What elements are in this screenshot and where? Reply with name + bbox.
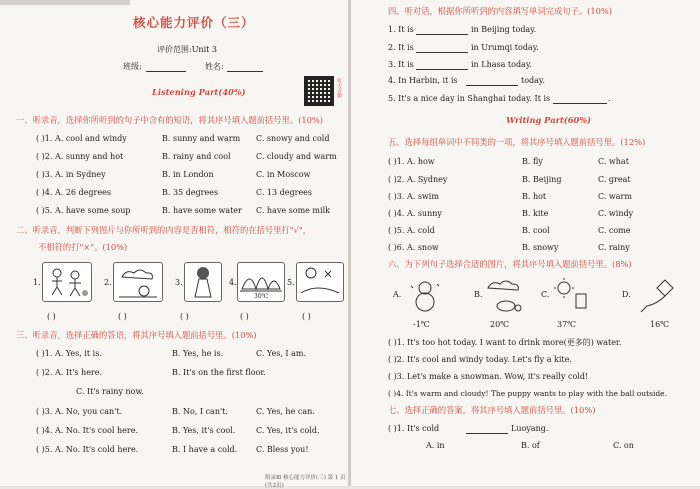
s4-q3-pre: 3. It is — [388, 60, 414, 69]
s1-q5-c: C. have some milk — [256, 206, 330, 215]
s7-q1-post: Luoyang. — [511, 424, 549, 433]
picture-a — [405, 278, 445, 314]
class-label: 班级: — [123, 62, 142, 71]
s3-q4-c: C. Yes, it's cold. — [256, 426, 320, 435]
s2-num-5: 5. — [287, 278, 295, 287]
s2-num-3: 3. — [175, 278, 183, 287]
s1-q3-c: C. in Moscow — [256, 170, 311, 179]
s5-q6-b: B. snowy — [522, 243, 559, 252]
name-label: 姓名: — [205, 62, 224, 71]
s1-q2-c: C. cloudy and warm — [256, 152, 337, 161]
s4-q5-post: . — [608, 94, 611, 103]
snow-scene-icon — [297, 263, 343, 301]
s7-option-b: B. of — [521, 441, 540, 450]
picture-d — [635, 276, 681, 316]
s5-q1-b: B. fly — [522, 157, 543, 166]
s4-q5-pre: 5. It's a nice day in Shanghai today. It is — [388, 94, 551, 103]
s5-q6-c: C. rainy — [598, 243, 630, 252]
kids-playing-icon — [43, 263, 91, 301]
name-field[interactable] — [227, 63, 263, 72]
picture-2 — [113, 262, 163, 302]
section-5-heading: 五、选择每组单词中不同类的一项，将其序号填入题前括号里。(12%) — [388, 137, 646, 147]
s3-q2-c: C. It's rainy now. — [76, 387, 144, 396]
s2-num-1: 1. — [33, 278, 41, 287]
s5-q3-a: ( )3. A. swim — [388, 192, 439, 201]
temp-a: -1℃ — [413, 320, 430, 329]
s6-q1: ( )1. It's too hot today. I want to drink more(更多的) water. — [388, 338, 622, 347]
s5-q3-b: B. hot — [522, 192, 547, 201]
s5-q6-a: ( )6. A. snow — [388, 243, 439, 252]
section-4-heading: 四、听对话，根据你所听到的内容填写单词完成句子。(10%) — [388, 6, 613, 16]
s3-q2-b: B. It's on the first floor. — [172, 368, 266, 377]
s2-answer-3[interactable]: ( ) — [180, 312, 189, 321]
section-7-heading: 七、选择正确的答案，将其序号填入题前括号里。(10%) — [388, 405, 596, 415]
writing-part-heading: Writing Part(60%) — [506, 115, 592, 125]
picture-c — [552, 276, 592, 316]
picture-5 — [296, 262, 344, 302]
s3-q3-a: ( )3. A. No, you can't. — [36, 407, 123, 416]
s7-option-a: A. in — [426, 441, 445, 450]
dog-and-cloud-icon — [482, 276, 528, 316]
evaluation-scope: 评价范围:Unit 3 — [157, 45, 217, 54]
s5-q2-c: C. great — [598, 175, 631, 184]
s1-q1-c: C. snowy and cold — [256, 134, 330, 143]
s4-q1-post: in Beijing today. — [471, 25, 537, 34]
s4-q3-blank[interactable] — [416, 61, 468, 70]
s3-q1-a: ( )1. A. Yes, it is. — [36, 349, 102, 358]
s1-q1-b: B. sunny and warm — [162, 134, 241, 143]
s1-q2-a: ( )2. A. sunny and hot — [36, 152, 124, 161]
section-6-heading: 六、为下列句子选择合适的图片，将其序号填入题前括号里。(8%) — [388, 259, 632, 269]
s3-q3-b: B. No, I can't. — [172, 407, 228, 416]
s1-q5-a: ( )5. A. have some soup — [36, 206, 131, 215]
picture-4-temperature: 30℃ — [254, 293, 269, 300]
weather-scene-icon — [114, 263, 162, 301]
s3-q1-c: C. Yes, I am. — [256, 349, 307, 358]
girl-icon — [185, 263, 221, 301]
s4-q4-blank[interactable] — [466, 77, 518, 86]
s5-q4-b: B. kite — [522, 209, 549, 218]
section-3-heading: 三、听录音，选择正确的答语，将其序号填入题前括号里。(10%) — [16, 330, 257, 340]
s5-q3-c: C. warm — [598, 192, 632, 201]
section-2-heading-line2: 不相符的打"×"。(10%) — [38, 242, 128, 252]
s4-q1-blank[interactable] — [416, 26, 468, 35]
section-1-heading: 一、听录音，选择你所听到的句子中含有的短语，将其序号填入题前括号里。(10%) — [16, 115, 324, 125]
s1-q3-a: ( )3. A. in Sydney — [36, 170, 106, 179]
s1-q4-b: B. 35 degrees — [162, 188, 219, 197]
sun-and-cup-icon — [552, 276, 592, 316]
s6-q4: ( )4. It's warm and cloudy! The puppy wants to play with the ball outside. — [388, 389, 667, 398]
pic-letter-a: A. — [393, 290, 402, 299]
s5-q4-c: C. windy — [598, 209, 634, 218]
kite-icon — [635, 276, 681, 316]
s4-q4-pre: 4. In Harbin, it is — [388, 76, 458, 85]
qr-caption: 听力音频 — [336, 78, 342, 98]
s3-q3-c: C. Yes, he can. — [256, 407, 315, 416]
class-field[interactable] — [146, 63, 186, 72]
s5-q5-b: B. cool — [522, 226, 550, 235]
s1-q1-a: ( )1. A. cool and windy — [36, 134, 127, 143]
s5-q5-c: C. come — [598, 226, 631, 235]
listening-part-heading: Listening Part(40%) — [152, 87, 246, 97]
right-page — [351, 0, 700, 486]
s5-q2-b: B. Beijing — [522, 175, 562, 184]
s5-q5-a: ( )5. A. cold — [388, 226, 435, 235]
page-footer: 附录Ⅲ 核心能力评价(三) 第 1 页(共2页) — [265, 475, 346, 489]
s1-q4-a: ( )4. A. 26 degrees — [36, 188, 111, 197]
s4-q4-post: today. — [521, 76, 545, 85]
s2-num-2: 2. — [104, 278, 112, 287]
s3-q5-a: ( )5. A. No. It's cold here. — [36, 445, 139, 454]
snowman-icon — [405, 278, 445, 314]
s2-answer-1[interactable]: ( ) — [47, 312, 56, 321]
s4-q1-pre: 1. It is — [388, 25, 414, 34]
pic-letter-c: C. — [541, 290, 550, 299]
temp-b: 20℃ — [490, 320, 510, 329]
s4-q2-blank[interactable] — [416, 44, 468, 53]
s3-q2-a: ( )2. A. It's here. — [36, 368, 103, 377]
picture-b — [482, 276, 528, 316]
s3-q4-b: B. Yes, it's cool. — [172, 426, 236, 435]
s4-q2-post: in Urumqi today. — [471, 43, 539, 52]
page-title: 核心能力评价（三） — [133, 15, 255, 30]
s5-q2-a: ( )2. A. Sydney — [388, 175, 448, 184]
left-page — [0, 0, 349, 489]
s1-q3-b: B. in London — [162, 170, 214, 179]
picture-1 — [42, 262, 92, 302]
s3-q5-b: B. I have a cold. — [172, 445, 238, 454]
s6-q2: ( )2. It's cool and windy today. Let's fly a kite. — [388, 355, 572, 364]
s2-num-4: 4. — [229, 278, 237, 287]
s4-q5-blank[interactable] — [553, 95, 607, 104]
section-2-heading-line1: 二、听录音，判断下列图片与你所听到的内容是否相符，相符的在括号里打"√"， — [16, 225, 312, 235]
s2-answer-4[interactable]: ( ) — [240, 312, 249, 321]
s3-q4-a: ( )4. A. No. It's cool here. — [36, 426, 139, 435]
s4-q3-post: in Lhasa today. — [471, 60, 532, 69]
s5-q1-c: C. what — [598, 157, 629, 166]
s3-q1-b: B. Yes, he is. — [172, 349, 224, 358]
s7-q1-pre: ( )1. It's cold — [388, 424, 440, 433]
s2-answer-5[interactable]: ( ) — [302, 312, 311, 321]
s4-q2-pre: 2. It is — [388, 43, 414, 52]
s1-q2-b: B. rainy and cool — [162, 152, 231, 161]
s1-q4-c: C. 13 degrees — [256, 188, 313, 197]
s1-q5-b: B. have some water — [162, 206, 242, 215]
s2-answer-2[interactable]: ( ) — [118, 312, 127, 321]
temp-d: 16℃ — [650, 320, 670, 329]
picture-3 — [184, 262, 222, 302]
temp-c: 37℃ — [557, 320, 577, 329]
s5-q1-a: ( )1. A. how — [388, 157, 435, 166]
s7-option-c: C. on — [613, 441, 634, 450]
qr-code-icon[interactable] — [304, 76, 334, 106]
pic-letter-d: D. — [622, 290, 631, 299]
top-band — [0, 0, 130, 5]
s7-q1-blank[interactable] — [466, 425, 508, 434]
s6-q3: ( )3. Let's make a snowman. Wow, it's really cold! — [388, 372, 589, 381]
pic-letter-b: B. — [474, 290, 483, 299]
s3-q5-c: C. Bless you! — [256, 445, 309, 454]
s5-q4-a: ( )4. A. sunny — [388, 209, 442, 218]
